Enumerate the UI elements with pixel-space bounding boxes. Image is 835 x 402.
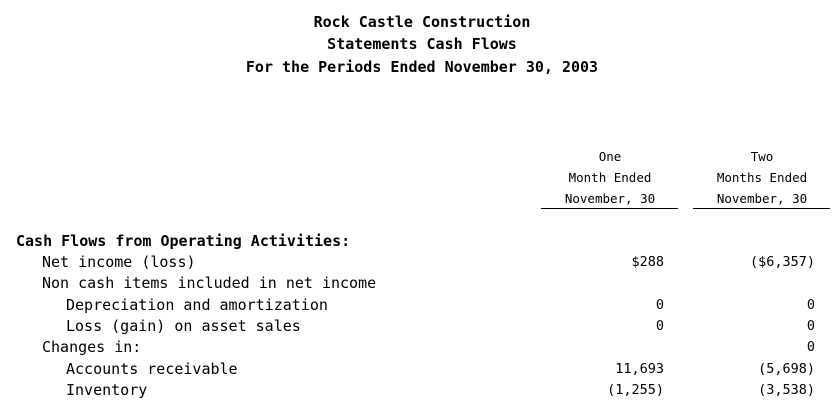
col1-header-rule (541, 208, 678, 209)
row-value-accounts-receivable-col2: (5,698) (758, 361, 815, 377)
company-name: Rock Castle Construction (313, 13, 531, 31)
col1-header-line3: November, 30 (564, 191, 656, 206)
row-value-depreciation-col2: 0 (806, 297, 815, 313)
col2-header-line3: November, 30 (716, 191, 808, 206)
report-period: For the Periods Ended November 30, 2003 (245, 58, 599, 76)
row-value-loss-gain-col1: 0 (655, 318, 664, 334)
row-label-inventory: Inventory (66, 381, 148, 399)
row-label-accounts-receivable: Accounts receivable (66, 360, 238, 378)
col1-header-line1: One (598, 149, 622, 164)
row-label-net-income: Net income (loss) (42, 253, 196, 271)
section-operating-activities: Cash Flows from Operating Activities: (16, 232, 351, 250)
col2-header-rule (693, 208, 830, 209)
col1-header-line2: Month Ended (568, 170, 652, 185)
report-title: Statements Cash Flows (327, 35, 517, 53)
row-value-accounts-receivable-col1: 11,693 (615, 361, 664, 377)
row-label-changes-in: Changes in: (42, 338, 142, 356)
row-label-non-cash-items: Non cash items included in net income (42, 274, 377, 292)
row-value-changes-in-col2: 0 (806, 339, 815, 355)
row-value-net-income-col1: $288 (631, 254, 664, 270)
row-value-inventory-col2: (3,538) (758, 382, 815, 398)
row-label-depreciation: Depreciation and amortization (66, 296, 328, 314)
row-value-inventory-col1: (1,255) (607, 382, 664, 398)
row-value-depreciation-col1: 0 (655, 297, 664, 313)
col2-header-line2: Months Ended (716, 170, 808, 185)
row-value-loss-gain-col2: 0 (806, 318, 815, 334)
col2-header-line1: Two (750, 149, 774, 164)
row-label-loss-gain-asset-sales: Loss (gain) on asset sales (66, 317, 301, 335)
row-value-net-income-col2: ($6,357) (749, 254, 815, 270)
